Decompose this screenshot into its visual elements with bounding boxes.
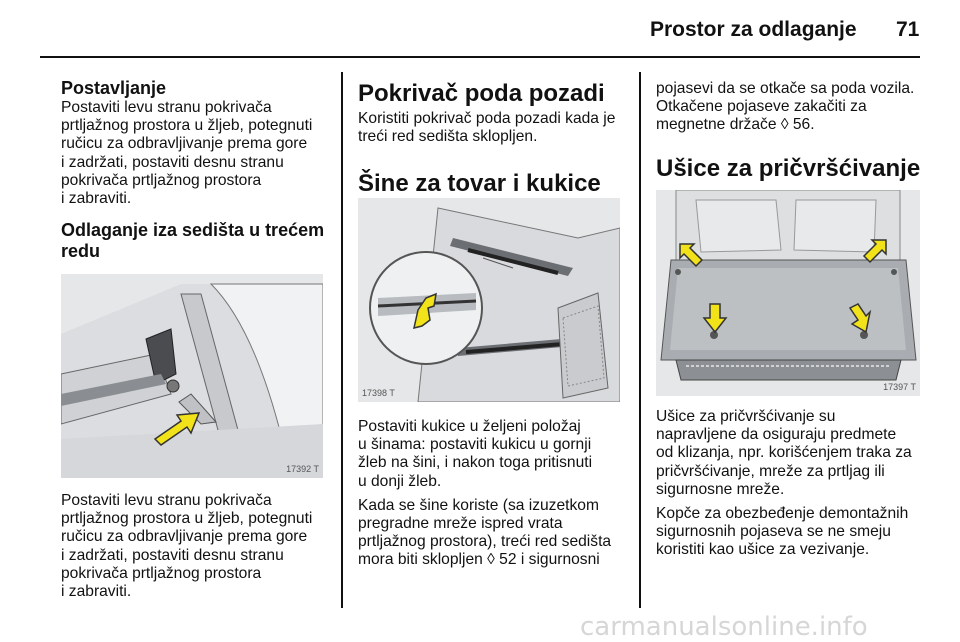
page-number: 71 [896,18,920,41]
section-title: Prostor za odlaganje [650,18,857,41]
heading-postavljanje: Postavljanje [61,78,167,98]
column-1-bottom [61,492,333,601]
paragraph-sine: Kada se šine koriste (sa izuzetkom pregradne mreže ispred vrata prtljažnog prostora), treći red sedišta mora biti sklopljen ◊ 52 i sigurnosni [358,496,612,569]
column-2 [358,80,633,198]
column-1 [61,78,333,262]
arrow-icon [153,409,203,449]
figure-rails-hooks [358,198,620,402]
paragraph-postavljanje: Postaviti levu stranu pokrivača prtljažnog prostora u žljeb, potegnuti ručicu za odbravljivanje prema gore i zadržati, postaviti desnu stranu pokrivača prtljažnog prostora i zabraviti. [61,99,313,208]
paragraph-odlaganje: Postaviti levu stranu pokrivača prtljažnog prostora u žljeb, potegnuti ručicu za odbravljivanje prema gore i zadržati, postaviti desnu stranu pokrivača prtljažnog prostora i zabraviti. [61,492,313,601]
figure-code: 17392 T [286,464,319,474]
figure-cover-storage [61,274,323,478]
figure-code: 17398 T [362,388,395,398]
paragraph-usice: Ušice za pričvršćivanje su napravljene da osiguraju predmete od klizanja, npr. korišćenjem traka za pričvršćivanje, mreže za prtljag ili sigurnosne mreže. [656,408,912,498]
paragraph-kopce: Kopče za obezbeđenje demontažnih sigurnosnih pojaseva se ne smeju koristiti kao ušice za vezivanje. [656,505,909,559]
heading-pokrivac-poda: Pokrivač poda pozadi [358,80,605,107]
arrow-icon [844,302,874,334]
lashing-eyes-illustration [656,190,920,396]
watermark: carmanualsonline.info [580,612,868,642]
figure-code: 17397 T [883,382,916,392]
heading-sine-kukice: Šine za tovar i kukice [358,170,601,198]
heading-odlaganje: Odlaganje iza sedišta u trećem redu [61,220,325,262]
column-divider-1 [341,72,343,608]
paragraph-kukice: Postaviti kukice u željeni položaj u šinama: postaviti kukicu u gornji žleb na šini, i nakon toga pritisnuti u donji žleb. [358,418,593,490]
column-3-bottom [656,408,931,560]
arrow-icon [676,240,706,270]
header-rule [40,56,920,58]
paragraph-pokrivac-poda: Koristiti pokrivač poda pozadi kada je treći red sedišta sklopljen. [358,110,616,146]
paragraph-pojasevi: pojasevi da se otkače sa poda vozila. Otkačene pojaseve zakačiti za megnetne držače ◊ 56. [656,80,915,134]
figure-lashing-eyes [656,190,920,396]
column-2-bottom [358,418,633,570]
rails-hooks-illustration [358,198,620,402]
column-divider-2 [639,72,641,608]
arrow-icon [700,302,730,334]
heading-usice: Ušice za pričvršćivanje [656,154,921,182]
hook-icon [406,290,446,332]
arrow-icon [860,236,890,266]
column-3 [656,80,931,183]
